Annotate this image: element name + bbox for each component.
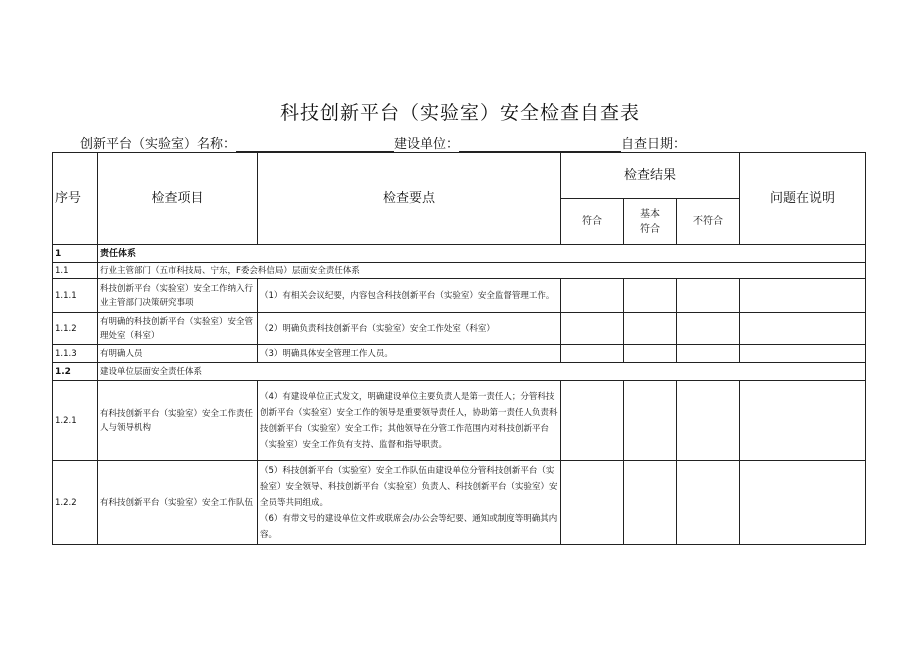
row-no: 1.1.1 (53, 279, 98, 313)
cell-noncomply[interactable] (677, 381, 740, 461)
cell-notes[interactable] (740, 461, 866, 545)
header-basic-comply (624, 199, 677, 245)
cell-basic-comply[interactable] (624, 461, 677, 545)
check-point: （3）明确具体安全管理工作人员。 (258, 345, 561, 363)
check-item: 有明确人员 (98, 345, 258, 363)
check-point (258, 461, 561, 545)
check-item: 有科技创新平台（实验室）安全工作责任人与领导机构 (98, 381, 258, 461)
cell-notes[interactable] (740, 279, 866, 313)
unit-field[interactable] (459, 137, 621, 152)
section-title: 责任体系 (98, 245, 866, 263)
cell-comply[interactable] (561, 461, 624, 545)
checklist-table (52, 152, 866, 545)
header-points: 检查要点 (258, 153, 561, 245)
cell-basic-comply[interactable] (624, 345, 677, 363)
check-item: 科技创新平台（实验室）安全工作纳入行业主管部门决策研究事项 (98, 279, 258, 313)
row-no: 1.1.3 (53, 345, 98, 363)
header-comply: 符合 (561, 199, 624, 245)
check-item: 有科技创新平台（实验室）安全工作队伍 (98, 461, 258, 545)
cell-notes[interactable] (740, 381, 866, 461)
check-point: （1）有相关会议纪要，内容包含科技创新平台（实验室）安全监督管理工作。 (258, 279, 561, 313)
header-item: 检查项目 (98, 153, 258, 245)
subsection-title: 建设单位层面安全责任体系 (98, 363, 866, 381)
date-label: 自查日期： (621, 137, 687, 152)
cell-comply[interactable] (561, 381, 624, 461)
row-no: 1.2.1 (53, 381, 98, 461)
cell-basic-comply[interactable] (624, 279, 677, 313)
cell-basic-comply[interactable] (624, 313, 677, 345)
check-point-6: （6）有带文号的建设单位文件或联席会/办公会等纪要、通知或制度等明确其内容。 (260, 513, 558, 540)
unit-label: 建设单位： (394, 137, 460, 152)
cell-notes[interactable] (740, 345, 866, 363)
row-no: 1.2 (53, 363, 98, 381)
check-point: （2）明确负责科技创新平台（实验室）安全工作处室（科室） (258, 313, 561, 345)
header-basic-line1: 基本 (640, 208, 660, 220)
row-no: 1.1 (53, 263, 98, 279)
check-point: （4）有建设单位正式发文，明确建设单位主要负责人是第一责任人；分管科技创新平台（实验室）安全工作的领导是重要领导责任人，协助第一责任人负责科技创新平台（实验室）安全工作；其他领导在分管工作范围内对科技创新平台（实验室）安全工作负有支持、监督和指导职责。 (258, 381, 561, 461)
platform-name-label: 创新平台（实验室）名称： (80, 137, 237, 152)
header-notes: 问题在说明 (740, 153, 866, 245)
cell-comply[interactable] (561, 279, 624, 313)
header-basic-line2: 符合 (640, 223, 660, 235)
header-result: 检查结果 (561, 153, 740, 199)
row-no: 1 (53, 245, 98, 263)
platform-name-field[interactable] (236, 137, 394, 152)
header-noncomply: 不符合 (677, 199, 740, 245)
cell-noncomply[interactable] (677, 345, 740, 363)
page-title: 科技创新平台（实验室）安全检查自查表 (279, 102, 640, 124)
subsection-title: 行业主管部门（五市科技局、宁东，F委会科信局）层面安全责任体系 (98, 263, 866, 279)
cell-noncomply[interactable] (677, 313, 740, 345)
cell-noncomply[interactable] (677, 461, 740, 545)
header-no: 序号 (53, 153, 98, 245)
row-no: 1.1.2 (53, 313, 98, 345)
check-point-5: （5）科技创新平台（实验室）安全工作队伍由建设单位分管科技创新平台（实验室）安全领导、科技创新平台（实验室）负责人、科技创新平台（实验室）安全员等共同组成。 (260, 465, 558, 508)
cell-comply[interactable] (561, 345, 624, 363)
cell-notes[interactable] (740, 313, 866, 345)
check-item: 有明确的科技创新平台（实验室）安全管理处室（科室） (98, 313, 258, 345)
cell-basic-comply[interactable] (624, 381, 677, 461)
cell-noncomply[interactable] (677, 279, 740, 313)
form-meta-line (80, 133, 686, 152)
row-no: 1.2.2 (53, 461, 98, 545)
cell-comply[interactable] (561, 313, 624, 345)
